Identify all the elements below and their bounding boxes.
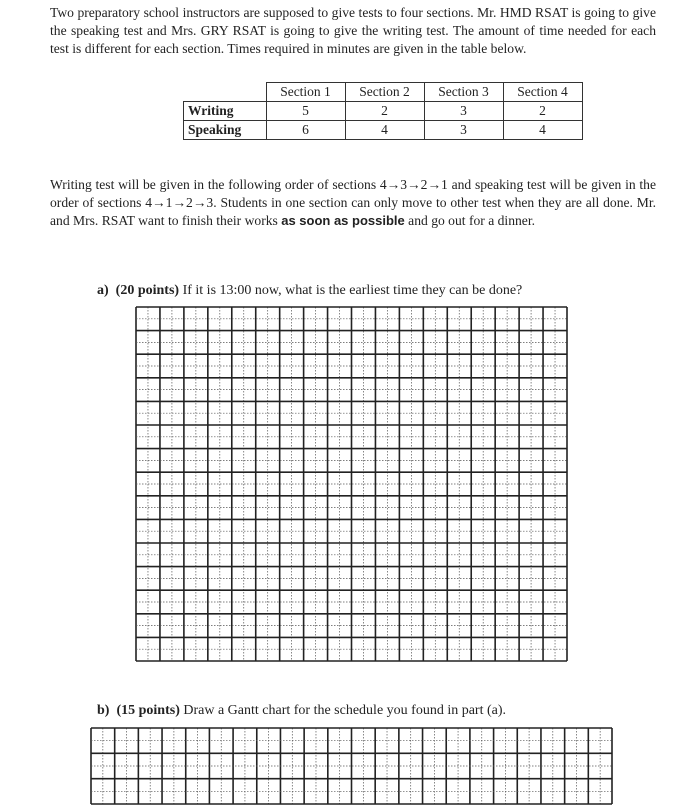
- row-label-speaking: Speaking: [184, 121, 267, 140]
- writing-section-3: 3: [424, 102, 503, 121]
- order-text-2: and go out for a dinner.: [404, 213, 536, 228]
- header-section-2: Section 2: [345, 83, 424, 102]
- times-table: [183, 82, 583, 140]
- speaking-section-1: 6: [266, 121, 345, 140]
- question-b-label: b): [97, 703, 110, 718]
- order-text-1: Writing test will be given in the following order of sections 4→3→2→1 and speaking test will be given in the order of sections 4→1→2→3. Students in one section can only move to other test when they are all done. Mr. and Mrs. RSAT want to finish their works: [50, 177, 656, 228]
- gantt-grid-b[interactable]: [90, 727, 613, 805]
- header-section-1: Section 1: [266, 83, 345, 102]
- speaking-section-3: 3: [424, 121, 503, 140]
- header-section-4: Section 4: [503, 83, 582, 102]
- question-a-label: a): [97, 283, 109, 298]
- writing-section-2: 2: [345, 102, 424, 121]
- writing-section-4: 2: [503, 102, 582, 121]
- question-b-text: Draw a Gantt chart for the schedule you found in part (a).: [179, 703, 507, 718]
- speaking-section-2: 4: [345, 121, 424, 140]
- question-a: [97, 283, 522, 299]
- row-label-writing: Writing: [184, 102, 267, 121]
- speaking-section-4: 4: [503, 121, 582, 140]
- question-b-points: (15 points): [116, 703, 180, 718]
- writing-section-1: 5: [266, 102, 345, 121]
- order-text-emphasis: as soon as possible: [281, 213, 405, 228]
- header-section-3: Section 3: [424, 83, 503, 102]
- question-a-text: If it is 13:00 now, what is the earliest time they can be done?: [179, 283, 523, 298]
- question-a-points: (20 points): [115, 283, 180, 298]
- order-paragraph: [50, 176, 656, 230]
- table-header-row: [184, 83, 583, 102]
- table-corner: [184, 83, 267, 102]
- table-row-speaking: [184, 121, 583, 140]
- answer-grid-a[interactable]: [135, 306, 568, 662]
- intro-paragraph: Two preparatory school instructors are supposed to give tests to four sections. Mr. HMD RSAT is going to give the speaking test and Mrs. GRY RSAT is going to give the writing test. The amount of time needed for each test is different for each section. Times required in minutes are given in the table below.: [50, 5, 656, 56]
- table-row-writing: [184, 102, 583, 121]
- question-b: [97, 703, 506, 719]
